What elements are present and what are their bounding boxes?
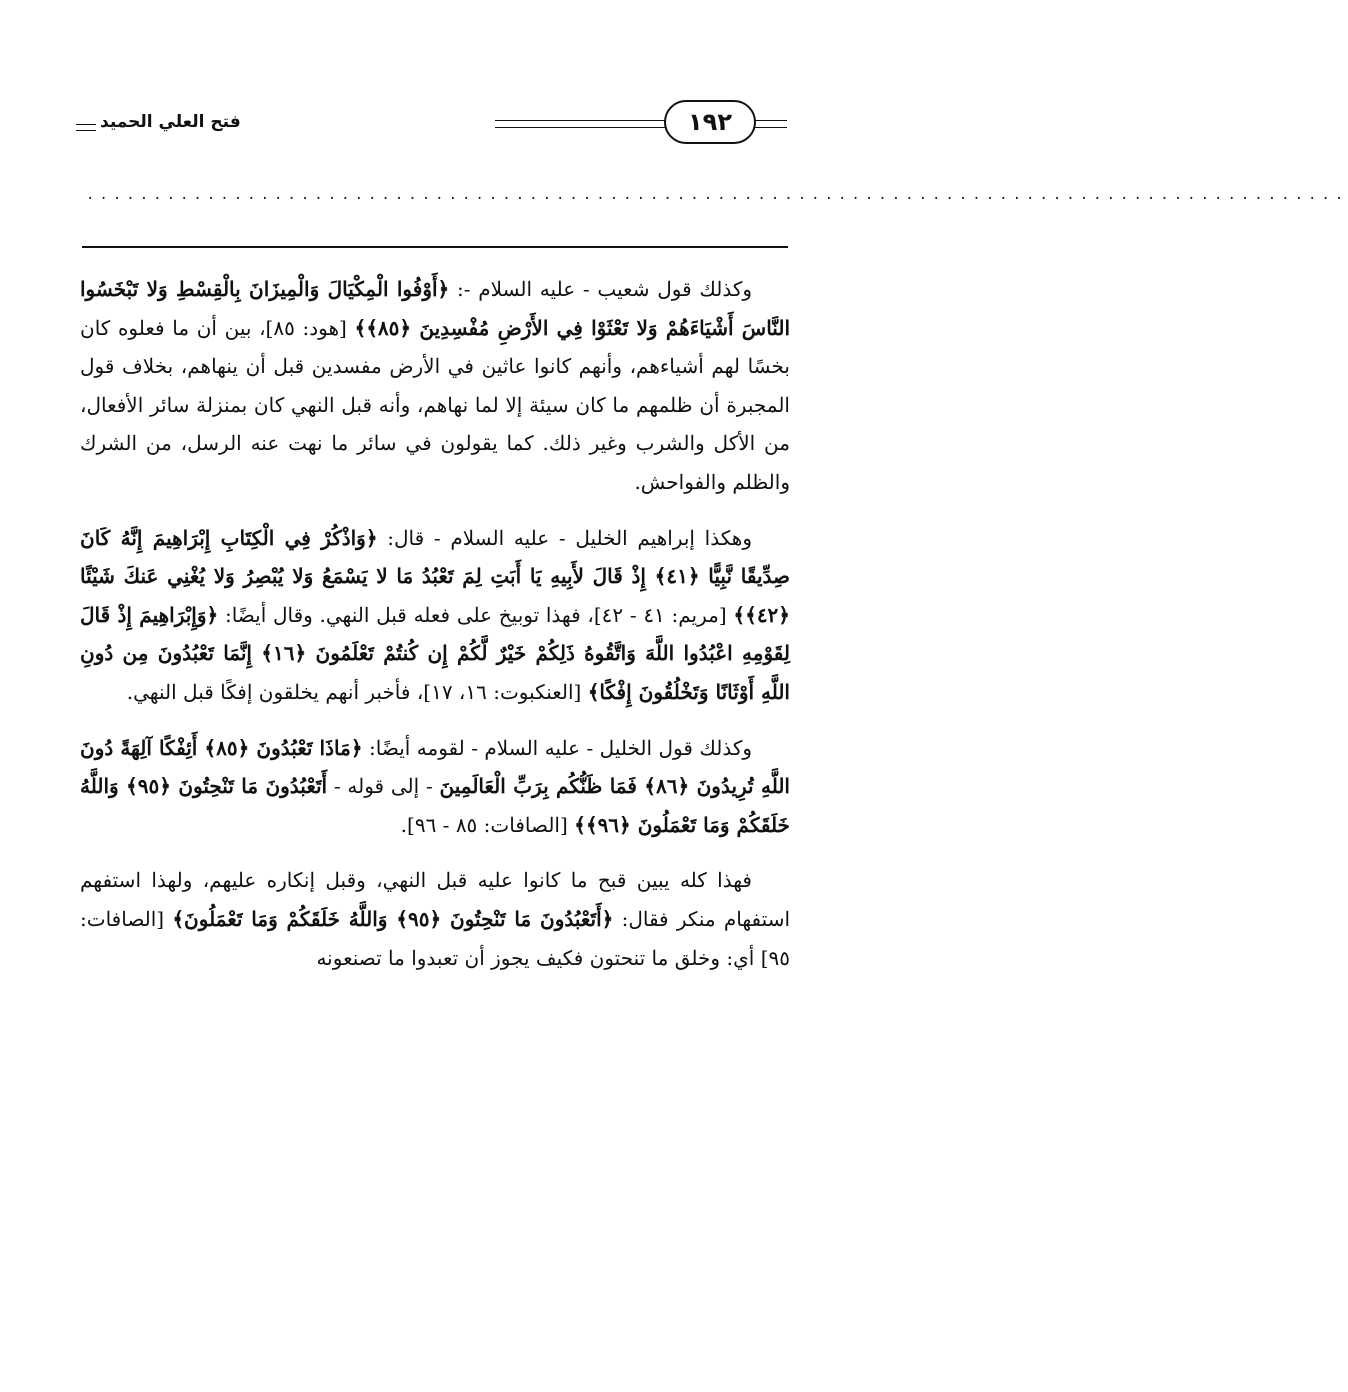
header-ornament-dash — [76, 124, 96, 131]
quran-verse: ﴿وَاذْكُرْ فِي الْكِتَابِ إِبْرَاهِيمَ إِنَّهُ كَانَ صِدِّيقًا نَّبِيًّا ﴿٤١﴾ إِذْ قَالَ لأَبِيهِ يَا أَبَتِ لِمَ تَعْبُدُ مَا لا يَسْمَعُ وَلا يُبْصِرُ وَلا يُغْنِي عَنكَ شَيْئًا ﴿٤٢﴾﴾ — [80, 525, 791, 627]
text-run: [هود: ٨٥]، بين أن ما فعلوه كان بخسًا لهم أشياءهم، وأنهم كانوا عاثين في الأرض مفسدين قبل أن ينهاهم، بخلاف قول المجبرة أن ظلمهم ما كان سيئة إلا لما نهاهم، وأنه قبل النهي كان بمنزلة سائر الأفعال، من الأكل والشرب وغير ذلك. كما يقولون في سائر ما نهت عنه الرسل، من الشرك والظلم والفواحش. — [80, 315, 790, 494]
text-run: - إلى قوله - — [327, 774, 440, 799]
quran-verse: ﴿مَاذَا تَعْبُدُونَ ﴿٨٥﴾ أَئِفْكًا آلِهَةً دُونَ اللَّهِ تُرِيدُونَ ﴿٨٦﴾ فَمَا ظَنُّكُم بِرَبِّ الْعَالَمِينَ — [80, 735, 790, 799]
text-run: وكذلك قول الخليل - عليه السلام - لقومه أيضًا: — [362, 735, 753, 760]
header-double-rule-left — [495, 120, 665, 128]
main-text — [80, 270, 790, 977]
text-run: وكذلك قول شعيب - عليه السلام -: — [449, 277, 752, 301]
header-double-rule-right — [755, 120, 787, 128]
page-number: ١٩٢ — [664, 100, 756, 144]
dotted-separator: .............................................................................................. — [86, 187, 1348, 203]
paragraph — [80, 519, 790, 712]
text-run: [الصافات: ٨٥ - ٩٦]. — [400, 812, 575, 837]
quran-verse: ﴿أَوْفُوا الْمِكْيَالَ وَالْمِيزَانَ بِالْقِسْطِ وَلا تَبْخَسُوا النَّاسَ أَشْيَاءَهُمْ وَلا تَعْثَوْا فِي الأَرْضِ مُفْسِدِينَ ﴿٨٥﴾﴾ — [80, 277, 790, 340]
text-run: فهذا كله يبين قبح ما كانوا عليه قبل النهي، وقبل إنكاره عليهم، ولهذا استفهم استفهام منكر فقال: — [80, 868, 791, 931]
text-run: [مريم: ٤١ - ٤٢]، فهذا توبيخ على فعله قبل النهي. وقال أيضًا: — [218, 602, 734, 627]
book-title: فتح العلي الحميد — [100, 112, 241, 132]
paragraph — [80, 729, 790, 845]
quran-verse: ﴿وَإِبْرَاهِيمَ إِذْ قَالَ لِقَوْمِهِ اعْبُدُوا اللَّهَ وَاتَّقُوهُ ذَلِكُمْ خَيْرٌ لَّكُمْ إِن كُنتُمْ تَعْلَمُونَ ﴿١٦﴾ إِنَّمَا تَعْبُدُونَ مِن دُونِ اللَّهِ أَوْثَانًا وَتَخْلُقُونَ إِفْكًا﴾ — [80, 602, 790, 704]
quran-verse: أَتَعْبُدُونَ مَا تَنْحِتُونَ ﴿٩٥﴾ وَاللَّهُ خَلَقَكُمْ وَمَا تَعْمَلُونَ ﴿٩٦﴾﴾ — [80, 774, 790, 837]
text-run: [الصافات: ٩٥] أي: وخلق ما تنحتون فكيف يجوز أن تعبدوا ما تصنعونه — [80, 906, 790, 970]
text-run: [العنكبوت: ١٦، ١٧]، فأخبر أنهم يخلقون إفكًا قبل النهي. — [126, 679, 588, 704]
paragraph — [80, 861, 790, 977]
paragraph — [80, 270, 790, 502]
text-run: وهكذا إبراهيم الخليل - عليه السلام - قال: — [377, 525, 752, 550]
quran-verse: ﴿أَتَعْبُدُونَ مَا تَنْحِتُونَ ﴿٩٥﴾ وَاللَّهُ خَلَقَكُمْ وَمَا تَعْمَلُونَ﴾ — [172, 906, 614, 931]
footnote-divider — [82, 246, 788, 248]
